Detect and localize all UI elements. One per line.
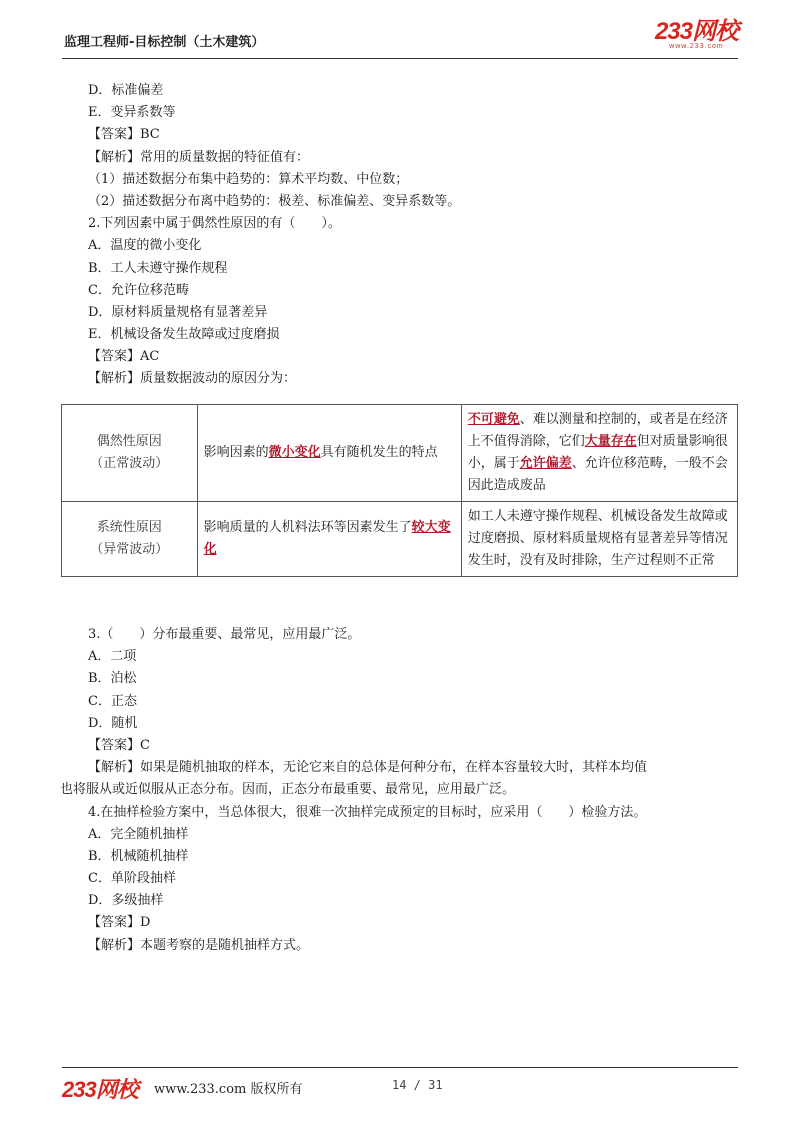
cause-name: 偶然性原因 (96, 434, 162, 449)
answer: 【答案】BC (88, 127, 160, 143)
q4-explanation: 【解析】本题考察的是随机抽样方式。 (88, 937, 310, 953)
explanation-item-1: （1）描述数据分布集中趋势的：算术平均数、中位数； (88, 171, 409, 187)
cause-type: （异常波动） (90, 542, 169, 557)
section-lower (60, 624, 748, 957)
description-cell (197, 502, 461, 577)
highlight-text: 微小变化 (268, 445, 321, 460)
question-2: 2.下列因素中属于偶然性原因的有（ ）。 (88, 216, 341, 232)
q4-answer: 【答案】D (88, 915, 151, 931)
copyright-text: www.233.com 版权所有 (154, 1082, 303, 1097)
cause-name: 系统性原因 (96, 520, 162, 535)
page-footer (62, 1067, 738, 1102)
cause-cell (62, 502, 198, 577)
q2-option-e: E．机械设备发生故障或过度磨损 (88, 327, 280, 343)
q3-answer: 【答案】C (88, 737, 150, 753)
table-row (62, 405, 738, 502)
note-text: 如工人未遵守操作规程、机械设备发生故障或过度磨损、原材料质量规格有显著差异等情况发生时，没有及时排除，生产过程则不正常 (467, 509, 728, 568)
q4-option-b: B．机械随机抽样 (88, 848, 189, 864)
note-text: 、难以测量和控制的，或者是在经济上不值得消除，它们 (467, 412, 728, 449)
header-title: 监理工程师-目标控制（土木建筑） (64, 35, 265, 50)
cause-cell (62, 405, 198, 502)
q3-option-a: A．二项 (88, 649, 137, 665)
highlight-text: 允许偏差 (519, 456, 572, 471)
q2-option-d: D．原材料质量规格有显著差异 (88, 304, 268, 320)
explanation: 【解析】常用的质量数据的特征值有： (88, 149, 310, 165)
highlight-text: 不可避免 (467, 412, 520, 427)
highlight-text: 较大变化 (203, 520, 451, 557)
page-header (62, 18, 738, 59)
q3-option-c: C．正态 (88, 693, 137, 709)
page-number: 14 / 31 (392, 1078, 443, 1092)
section-upper (88, 80, 748, 391)
option-e: E．变异系数等 (88, 105, 176, 121)
question-3: 3.（ ）分布最重要、最常见，应用最广泛。 (88, 627, 361, 642)
q3-explanation: 【解析】如果是随机抽取的样本，无论它来自的总体是何种分布，在样本容量较大时，其样本均值 (88, 760, 648, 776)
option-d: D．标准偏差 (88, 83, 164, 98)
brand-logo (655, 20, 738, 50)
fluctuation-cause-table (61, 404, 738, 577)
q2-answer: 【答案】AC (88, 349, 160, 365)
q2-option-a: A．温度的微小变化 (88, 238, 202, 254)
q3-option-b: B．泊松 (88, 671, 137, 687)
explanation-item-2: （2）描述数据分布离中趋势的：极差、标准偏差、变异系数等。 (88, 193, 461, 209)
highlight-text: 大量存在 (584, 434, 637, 449)
logo-text: 233网校 (654, 18, 738, 45)
desc-text: 影响质量的人机料法环等因素发生了 (203, 520, 412, 535)
question-4: 4.在抽样检验方案中，当总体很大，很难一次抽样完成预定的目标时，应采用（ ）检验方法。 (88, 804, 647, 820)
note-text: 、允许位移范畴，一般不会因此造成废品 (467, 456, 728, 493)
q2-option-b: B．工人未遵守操作规程 (88, 260, 228, 276)
q3-explanation-cont: 也将服从或近似服从正态分布。因而，正态分布最重要、最常见，应用最广泛。 (60, 782, 516, 798)
q2-explanation: 【解析】质量数据波动的原因分为： (88, 371, 297, 387)
logo-url: www.233.com (669, 43, 724, 50)
table-row (62, 502, 738, 577)
footer-logo: 233网校 (62, 1077, 138, 1102)
note-cell (461, 405, 737, 502)
note-text: 但对质量影响很小，属于 (467, 434, 728, 471)
q4-option-d: D．多级抽样 (88, 893, 164, 909)
q4-option-a: A．完全随机抽样 (88, 826, 189, 842)
description-cell (197, 405, 461, 502)
desc-text: 影响因素的 (203, 445, 269, 460)
note-cell (461, 502, 737, 577)
q2-option-c: C．允许位移范畴 (88, 282, 189, 298)
q4-option-c: C．单阶段抽样 (88, 871, 176, 887)
q3-option-d: D．随机 (88, 715, 138, 731)
cause-type: （正常波动） (90, 456, 169, 471)
desc-text: 具有随机发生的特点 (320, 445, 438, 460)
